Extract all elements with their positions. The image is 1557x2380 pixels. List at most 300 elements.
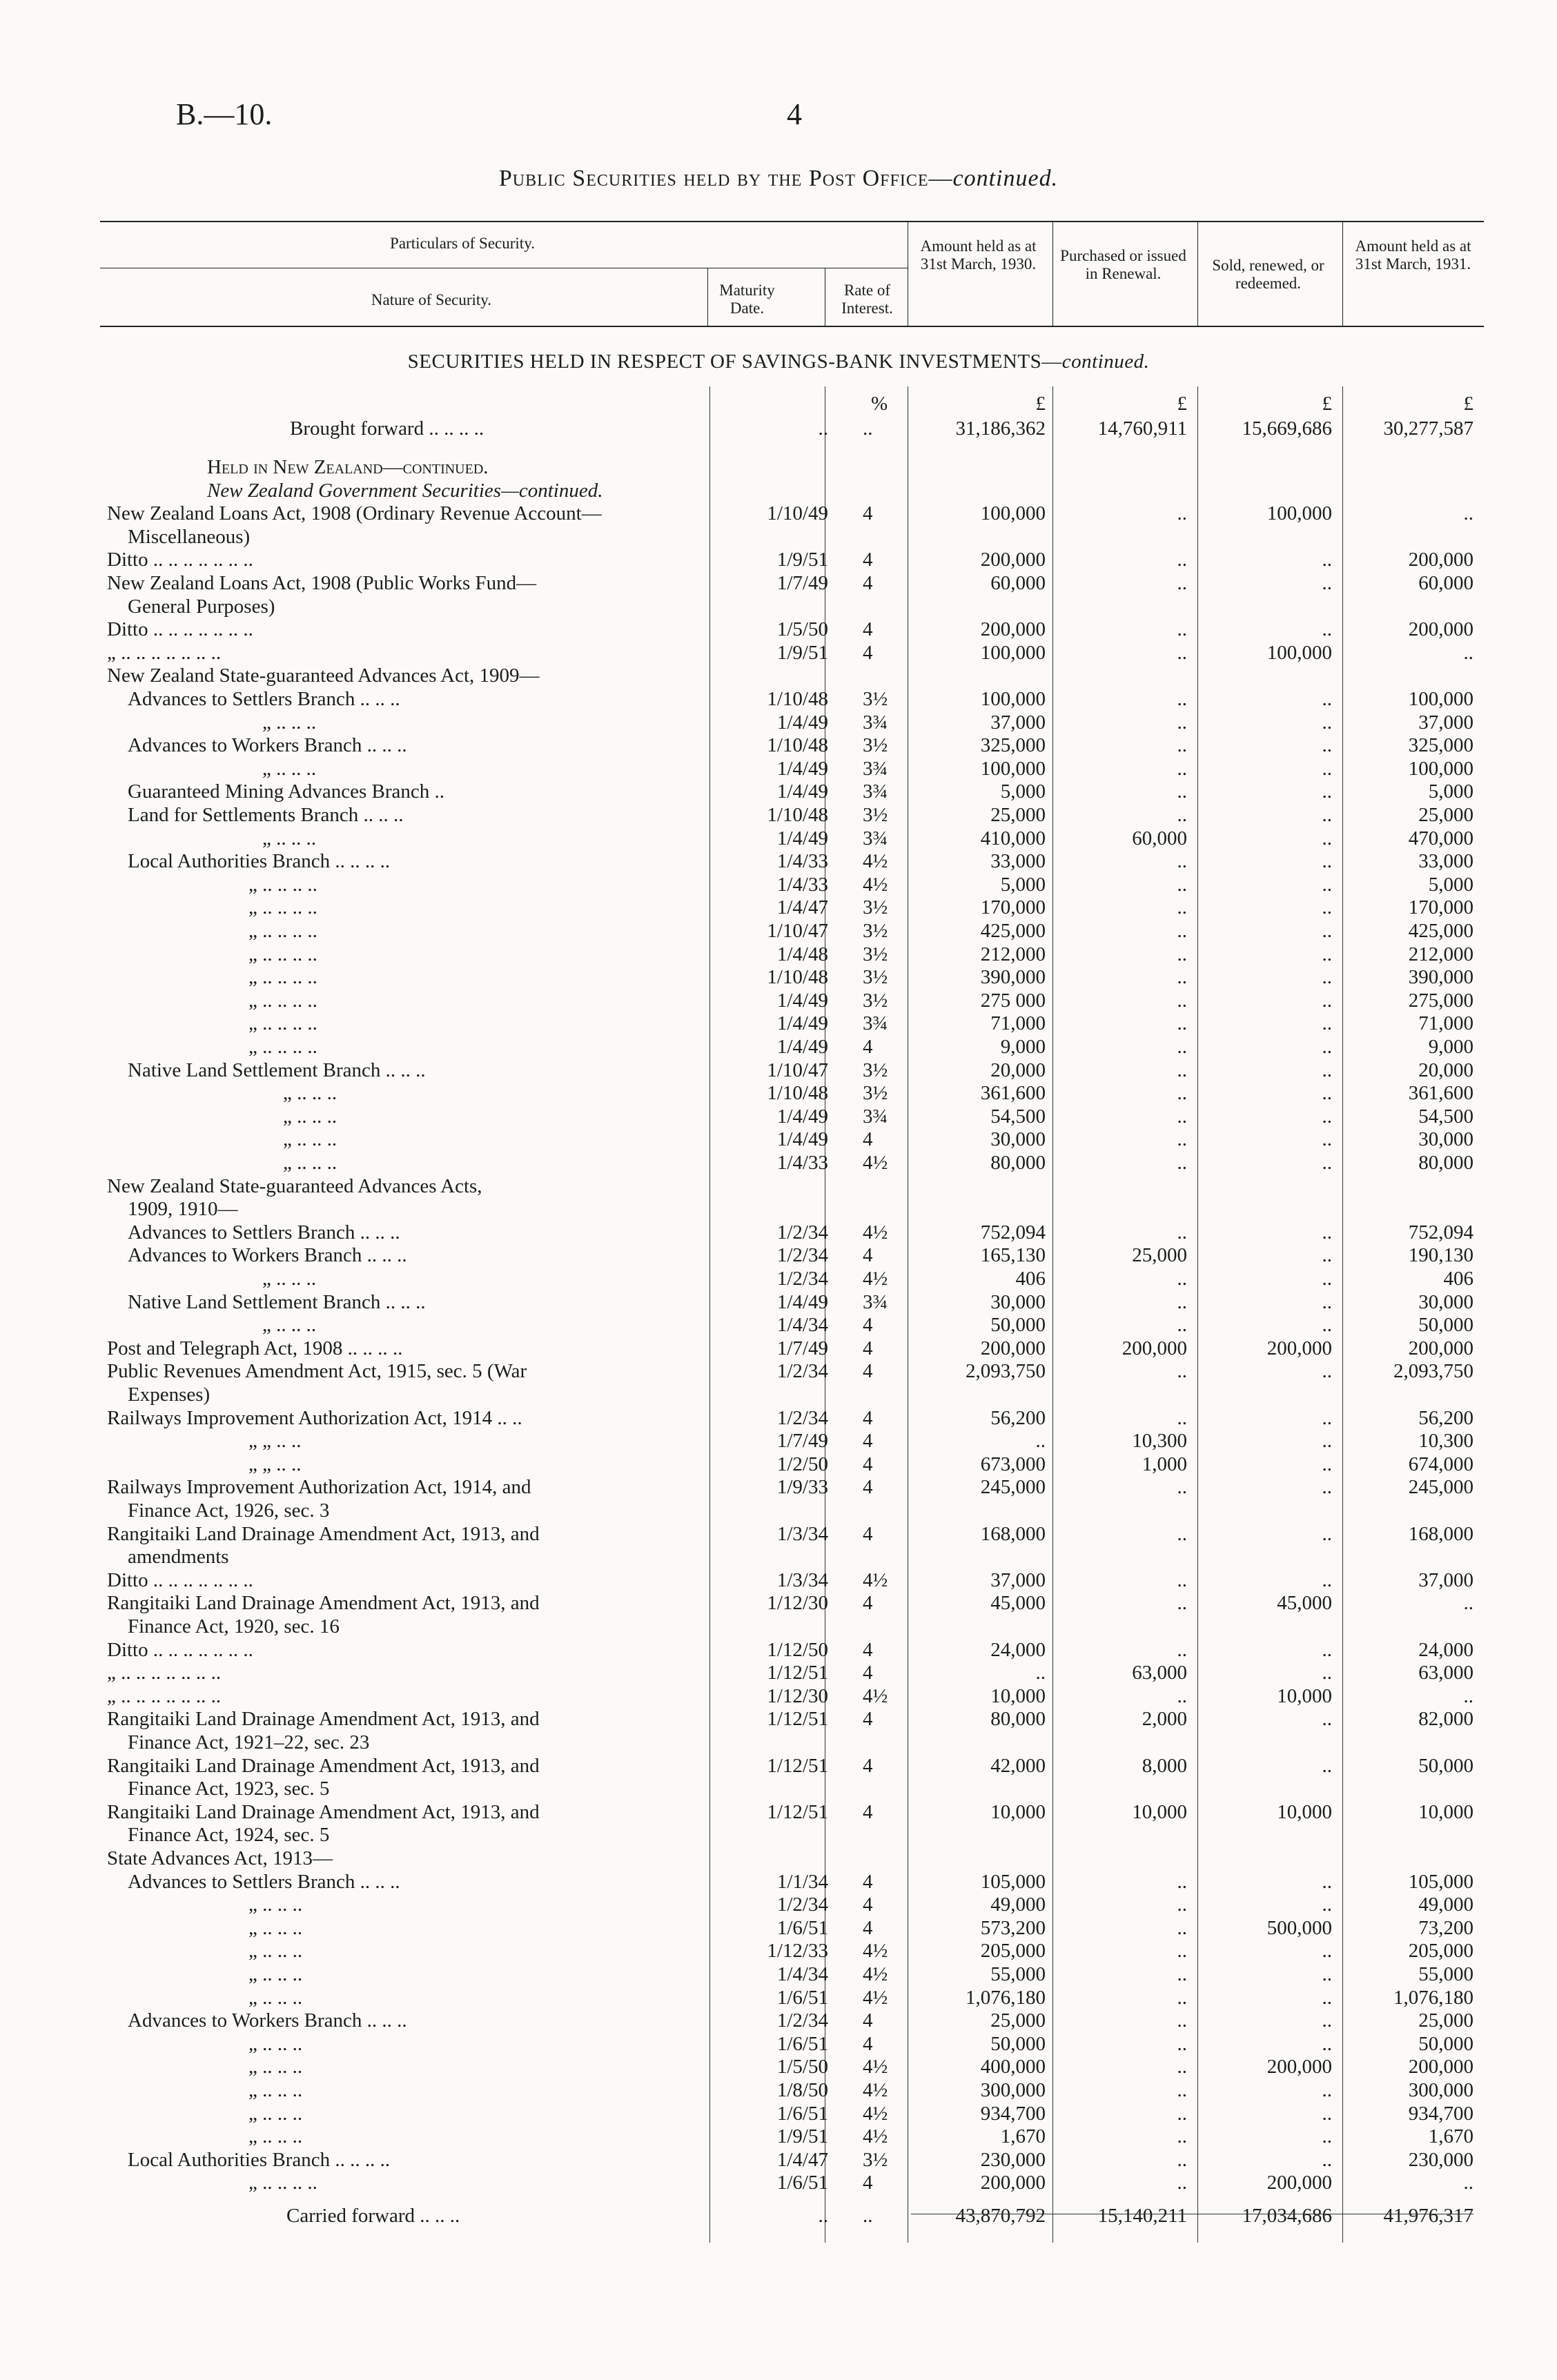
table-row [0,571,1557,595]
interest-rate: 4½ [863,2079,888,2101]
maturity-date: 1/10/48 [767,966,828,988]
security-name: Ditto .. .. .. .. .. .. .. [107,549,253,571]
amount-1931: 425,000 [1408,920,1473,942]
maturity-date: 1/10/48 [767,688,828,710]
maturity-date: 1/2/34 [776,1407,828,1429]
purchased-amount: .. [1177,572,1187,594]
security-name: Advances to Workers Branch .. .. .. [128,734,407,756]
amount-1931: 100,000 [1408,688,1473,710]
amount-1930: 245,000 [980,1476,1046,1498]
table-row [0,2055,1557,2078]
interest-rate: 3½ [863,943,888,965]
purchased-amount: .. [1177,2009,1187,2032]
security-name: „ .. .. .. [262,1268,317,1290]
amount-1930: 80,000 [990,1708,1046,1730]
interest-rate: 3½ [863,2149,888,2171]
purchased-amount: 60,000 [1132,827,1187,849]
table-row [0,502,1557,525]
security-name: Post and Telegraph Act, 1908 .. .. .. .. [107,1337,403,1359]
table-row [0,1453,1557,1476]
amount-1930: 30,000 [990,1128,1046,1150]
sold-amount: .. [1322,780,1332,803]
amount-1931: 10,300 [1418,1430,1473,1452]
security-name: New Zealand Loans Act, 1908 (Ordinary Revenue Account— [107,502,602,524]
table-row [0,1012,1557,1035]
table-row [0,965,1557,989]
sold-amount: .. [1322,1987,1332,2009]
purchased-amount: .. [1177,549,1187,571]
interest-rate: 4½ [863,2125,888,2147]
table-row [0,2148,1557,2172]
amount-1931: 60,000 [1418,572,1473,594]
security-name: New Zealand State-guaranteed Advances Act, 1909— [107,665,540,687]
maturity-date: 1/2/34 [776,1221,828,1243]
security-name: „ .. .. .. .. [248,990,317,1012]
maturity-date: 1/4/49 [776,1128,828,1150]
amount-1931: 1,670 [1428,2125,1473,2147]
table-row [0,1151,1557,1174]
security-name: Local Authorities Branch .. .. .. .. [128,2149,391,2171]
table-row [0,1986,1557,2009]
table-row [0,687,1557,711]
security-name: „ .. .. .. [248,1894,303,1916]
interest-rate: 4 [863,2033,873,2055]
table-row [0,873,1557,896]
purchased-amount: .. [1177,1221,1187,1243]
table-row [0,1313,1557,1337]
sold-amount: .. [1322,1105,1332,1128]
purchased-amount: .. [1177,1894,1187,1916]
sold-amount: .. [1322,1569,1332,1591]
amount-1930: 60,000 [990,572,1046,594]
amount-1931: 49,000 [1418,1894,1473,1916]
security-name: New Zealand State-guaranteed Advances Acts, [107,1175,482,1197]
interest-rate: 3½ [863,804,888,826]
amount-1931: 325,000 [1408,734,1473,756]
interest-rate: 3¾ [863,1012,888,1034]
security-name: „ .. .. .. .. [248,920,317,942]
amount-1930: 2,093,750 [966,1360,1046,1382]
security-name: „ .. .. .. .. [248,943,317,965]
amount-1931: .. [1463,1592,1473,1614]
security-name: Held in New Zealand—continued. [207,456,489,478]
table-row [0,989,1557,1012]
sold-amount: .. [1322,896,1332,918]
table-row [0,919,1557,943]
purchased-amount: .. [1177,966,1187,988]
amount-1930: 390,000 [980,966,1046,988]
maturity-date: 1/3/34 [776,1569,828,1591]
interest-rate: 4 [863,572,873,594]
security-name: „ .. .. .. [248,2056,303,2078]
security-name: „ .. .. .. .. [248,874,317,896]
purchased-amount: .. [1177,874,1187,896]
amount-1931: 200,000 [1408,2056,1473,2078]
maturity-date: 1/9/51 [776,2125,828,2147]
amount-1930: 165,130 [980,1244,1046,1266]
maturity-date: 1/2/34 [776,1268,828,1290]
table-row [0,827,1557,850]
amount-1930: 200,000 [980,1337,1046,1359]
amount-1931: 5,000 [1428,780,1473,803]
interest-rate: 4 [863,1244,873,1266]
purchased-amount: .. [1177,1128,1187,1150]
sold-amount: .. [1322,711,1332,734]
interest-rate: .. [863,417,873,440]
amount-1931: 752,094 [1408,1221,1473,1243]
interest-rate: 4½ [863,2103,888,2125]
purchased-amount: .. [1177,618,1187,640]
sold-amount: .. [1322,1244,1332,1266]
sold-amount: .. [1322,2033,1332,2055]
purchased-amount: 1,000 [1142,1453,1187,1475]
amount-1930: 30,000 [990,1291,1046,1313]
security-name: Advances to Settlers Branch .. .. .. [128,1871,400,1893]
purchased-amount: .. [1177,1917,1187,1939]
amount-1930-header: Amount held as at 31st March, 1930. [920,237,1037,273]
amount-1930: 37,000 [990,1569,1046,1591]
table-row [0,1059,1557,1082]
table-row [0,1823,1557,1847]
interest-rate: 4 [863,502,873,524]
rate-header: Rate of Interest. [841,282,893,317]
security-name: Brought forward .. .. .. .. [290,417,484,440]
amount-1931: 300,000 [1408,2079,1473,2101]
security-name: Finance Act, 1921–22, sec. 23 [128,1731,370,1753]
amount-1930: 5,000 [1000,780,1046,803]
amount-1931: 56,200 [1418,1407,1473,1429]
amount-1930: 168,000 [980,1523,1046,1545]
sold-amount: .. [1322,966,1332,988]
amount-1931: 37,000 [1418,1569,1473,1591]
maturity-date: 1/4/49 [776,1105,828,1128]
interest-rate: 4 [863,618,873,640]
amount-1931: 50,000 [1418,2033,1473,2055]
purchased-amount: .. [1177,1592,1187,1614]
table-row [0,525,1557,549]
interest-rate: 4 [863,1592,873,1614]
maturity-date: 1/12/51 [767,1662,828,1684]
interest-rate: 3¾ [863,758,888,780]
security-name: „ .. .. .. .. [248,896,317,918]
maturity-date: 1/2/34 [776,1894,828,1916]
purchased-amount: .. [1177,850,1187,872]
interest-rate: 3½ [863,896,888,918]
sold-amount: .. [1322,1268,1332,1290]
maturity-date: .. [818,2205,828,2227]
security-name: Carried forward .. .. .. [286,2205,460,2227]
amount-1930: 205,000 [980,1940,1046,1962]
security-name: „ .. .. .. [248,1987,303,2009]
purchased-amount: .. [1177,2149,1187,2171]
amount-1930: 100,000 [980,688,1046,710]
security-name: Rangitaiki Land Drainage Amendment Act, 1913, and [107,1708,540,1730]
purchased-amount: .. [1177,502,1187,524]
table-row [0,896,1557,919]
amount-1930: 45,000 [990,1592,1046,1614]
sold-amount: .. [1322,1871,1332,1893]
sold-amount: .. [1322,920,1332,942]
purchased-amount: .. [1177,990,1187,1012]
security-name: Railways Improvement Authorization Act, 1914 .. .. [107,1407,522,1429]
purchased-amount: 14,760,911 [1097,417,1187,440]
amount-1930: 71,000 [990,1012,1046,1034]
amount-1930: 200,000 [980,549,1046,571]
purchased-amount: .. [1177,734,1187,756]
interest-rate: 3½ [863,966,888,988]
table-row [0,2078,1557,2102]
amount-1931: .. [1463,2172,1473,2194]
interest-rate: 4½ [863,1987,888,2009]
amount-1931: 50,000 [1418,1314,1473,1336]
amount-1931: 63,000 [1418,1662,1473,1684]
interest-rate: 3½ [863,1082,888,1104]
sold-amount: 100,000 [1266,502,1332,524]
interest-rate: 3¾ [863,780,888,803]
purchased-amount: .. [1177,2172,1187,2194]
amount-1930: 100,000 [980,502,1046,524]
purchased-amount: .. [1177,943,1187,965]
purchased-amount: 2,000 [1142,1708,1187,1730]
table-row [0,1174,1557,1198]
purchased-amount: .. [1177,688,1187,710]
maturity-date: 1/10/48 [767,804,828,826]
interest-rate: 4 [863,1128,873,1150]
maturity-date: 1/4/34 [776,1963,828,1985]
interest-rate: 3¾ [863,711,888,734]
maturity-date: 1/4/33 [776,1152,828,1174]
sold-amount: 200,000 [1266,2172,1332,2194]
amount-1930: 80,000 [990,1152,1046,1174]
table-row [0,1591,1557,1615]
table-row [0,849,1557,873]
amount-1931: .. [1463,1685,1473,1707]
maturity-date: 1/9/51 [776,642,828,664]
interest-rate: 3½ [863,688,888,710]
sold-amount: .. [1322,827,1332,849]
sold-amount: .. [1322,1012,1332,1034]
amount-1930: .. [1035,1430,1046,1452]
amount-1930: 31,186,362 [955,417,1046,440]
purchased-amount: .. [1177,1963,1187,1985]
table-row [0,2125,1557,2148]
table-row [0,1105,1557,1128]
maturity-date: 1/6/51 [776,1987,828,2009]
interest-rate: 4 [863,1755,873,1777]
interest-rate: 4 [863,1801,873,1823]
table-row [0,1800,1557,1824]
sold-amount: .. [1322,990,1332,1012]
security-name: „ .. .. .. [262,1314,317,1336]
amount-1930: 54,500 [990,1105,1046,1128]
table-row [0,618,1557,641]
security-name: „ .. .. .. [248,1917,303,1939]
security-name: General Purposes) [128,596,275,618]
security-name: Finance Act, 1926, sec. 3 [128,1499,330,1522]
amount-1931: 406 [1443,1268,1473,1290]
maturity-date: 1/7/49 [776,1337,828,1359]
purchased-amount: .. [1177,1082,1187,1104]
purchased-amount: .. [1177,1036,1187,1058]
sold-amount: .. [1322,1430,1332,1452]
sold-amount: 100,000 [1266,642,1332,664]
table-row [0,1638,1557,1662]
amount-1931: 33,000 [1418,850,1473,872]
security-name: Ditto .. .. .. .. .. .. .. [107,1569,253,1591]
amount-1931: 20,000 [1418,1059,1473,1081]
amount-1931: 200,000 [1408,549,1473,571]
table-row [0,595,1557,618]
page-number: 4 [787,97,802,131]
sold-amount: .. [1322,1059,1332,1081]
sold-header: Sold, renewed, or redeemed. [1212,257,1324,292]
table-row [0,2009,1557,2032]
sold-amount: .. [1322,1360,1332,1382]
sold-amount: 15,669,686 [1242,417,1332,440]
interest-rate: 4 [863,2009,873,2032]
security-name: „ „ .. .. [248,1430,302,1452]
security-name: Finance Act, 1923, sec. 5 [128,1778,330,1800]
table-row [0,1406,1557,1430]
amount-1931: 5,000 [1428,874,1473,896]
purchased-amount: .. [1177,1152,1187,1174]
table-row [0,2102,1557,2125]
security-name: „ .. .. .. [248,1940,303,1962]
amount-1931: 2,093,750 [1393,1360,1473,1382]
maturity-date: 1/3/34 [776,1523,828,1545]
table-row [0,1429,1557,1453]
maturity-date: 1/6/51 [776,2172,828,2194]
purchased-amount: 200,000 [1122,1337,1187,1359]
purchased-amount: 10,300 [1132,1430,1187,1452]
amount-1931: 30,277,587 [1383,417,1473,440]
purchased-amount: .. [1177,1523,1187,1545]
table-row [0,1383,1557,1406]
amount-1931: 82,000 [1418,1708,1473,1730]
sold-amount: .. [1322,1476,1332,1498]
maturity-date: 1/6/51 [776,2033,828,2055]
table-row [0,1197,1557,1221]
amount-1931: 54,500 [1418,1105,1473,1128]
amount-1931: 390,000 [1408,966,1473,988]
amount-1931-unit: £ [1463,393,1473,415]
security-name: „ .. .. .. [248,2103,303,2125]
amount-1931: 205,000 [1408,1940,1473,1962]
amount-1931: 168,000 [1408,1523,1473,1545]
table-row [0,2204,1557,2227]
amount-1930: 105,000 [980,1871,1046,1893]
amount-1931: 245,000 [1408,1476,1473,1498]
purchased-amount: 25,000 [1132,1244,1187,1266]
sold-amount: 45,000 [1277,1592,1332,1614]
table-row [0,1081,1557,1105]
amount-1930: 37,000 [990,711,1046,734]
interest-rate: 3½ [863,734,888,756]
amount-1931: 9,000 [1428,1036,1473,1058]
table-row [0,1963,1557,1986]
purchased-amount: .. [1177,1407,1187,1429]
sold-amount: .. [1322,1291,1332,1313]
security-name: Advances to Workers Branch .. .. .. [128,2009,407,2032]
maturity-date: 1/12/33 [767,1940,828,1962]
sold-amount: .. [1322,2079,1332,2101]
amount-1930: 50,000 [990,2033,1046,2055]
security-name: „ .. .. .. .. [248,1036,317,1058]
purchased-amount: .. [1177,1685,1187,1707]
amount-1931: 50,000 [1418,1755,1473,1777]
maturity-date: 1/12/51 [767,1755,828,1777]
security-name: „ .. .. .. .. .. .. .. [107,1662,222,1684]
maturity-date: 1/5/50 [776,618,828,640]
purchased-amount: .. [1177,711,1187,734]
interest-rate: 4 [863,642,873,664]
amount-1930: 100,000 [980,758,1046,780]
security-name: Local Authorities Branch .. .. .. .. [128,850,391,872]
maturity-date: 1/4/47 [776,896,828,918]
amount-1931: 105,000 [1408,1871,1473,1893]
amount-1930: 573,200 [980,1917,1046,1939]
sold-amount: .. [1322,1639,1332,1661]
maturity-date: 1/4/33 [776,874,828,896]
table-row [0,1475,1557,1499]
interest-rate: 4 [863,1871,873,1893]
amount-1930: 212,000 [980,943,1046,965]
maturity-date: 1/9/33 [776,1476,828,1498]
interest-rate: .. [863,2205,873,2227]
security-name: „ .. .. .. [248,1963,303,1985]
interest-rate: 4 [863,1708,873,1730]
table-row [0,1522,1557,1546]
security-name: Miscellaneous) [128,526,251,548]
interest-rate: 4 [863,1036,873,1058]
sold-amount: .. [1322,1755,1332,1777]
amount-1930: 230,000 [980,2149,1046,2171]
purchased-amount: .. [1177,1268,1187,1290]
amount-1931: 30,000 [1418,1291,1473,1313]
security-name: „ .. .. .. .. [248,1012,317,1034]
interest-rate: 3¾ [863,1105,888,1128]
purchased-amount: 15,140,211 [1097,2205,1187,2227]
sold-amount: .. [1322,804,1332,826]
security-name: „ .. .. .. .. [248,966,317,988]
sold-amount: .. [1322,2103,1332,2125]
amount-1931: 24,000 [1418,1639,1473,1661]
maturity-date: 1/8/50 [776,2079,828,2101]
purchased-amount: .. [1177,1059,1187,1081]
security-name: „ .. .. .. [262,758,317,780]
purchased-amount: .. [1177,2125,1187,2147]
security-name: Public Revenues Amendment Act, 1915, sec. 5 (War [107,1360,527,1382]
maturity-date: 1/4/49 [776,1291,828,1313]
amount-1930: 410,000 [980,827,1046,849]
maturity-date: 1/7/49 [776,572,828,594]
amount-1931: 30,000 [1418,1128,1473,1150]
amount-1930: 673,000 [980,1453,1046,1475]
table-row [0,1359,1557,1383]
interest-rate: 4 [863,549,873,571]
amount-1931: 200,000 [1408,618,1473,640]
amount-1930: 56,200 [990,1407,1046,1429]
amount-1930: 33,000 [990,850,1046,872]
purchased-amount: .. [1177,780,1187,803]
amount-1930: 10,000 [990,1801,1046,1823]
security-name: „ „ .. .. [248,1453,302,1475]
amount-1930-unit: £ [1035,393,1046,415]
amount-1931: .. [1463,642,1473,664]
table-row [0,1568,1557,1592]
security-name: Advances to Settlers Branch .. .. .. [128,1221,400,1243]
amount-1930: 10,000 [990,1685,1046,1707]
